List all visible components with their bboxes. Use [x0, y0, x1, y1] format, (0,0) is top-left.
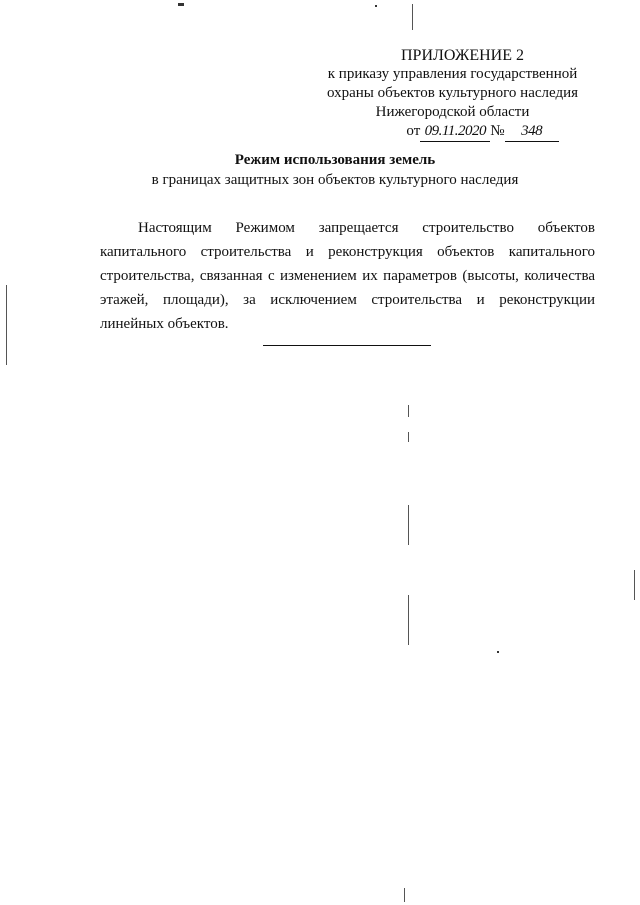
header-line-1: к приказу управления государственной: [327, 66, 578, 82]
title-main: Режим использования земель: [234, 152, 436, 168]
scan-artifact-bottom-line: [404, 888, 405, 902]
body-paragraph: Настоящим Режимом запрещается строительство объектов капитального строительства и реконструкция объектов капитального строительства, связанная с изменением их параметров (высоты, количества этажей, площади), за исключением строительства и реконструкции линейных объектов.: [100, 220, 595, 332]
header-line-3: Нижегородской области: [375, 104, 530, 120]
date-number-row: [360, 122, 605, 142]
handwritten-date: 09.11.2020: [420, 122, 490, 142]
closing-rule: [263, 345, 431, 346]
document-title: [90, 150, 580, 190]
scan-artifact-top-line: [412, 4, 413, 30]
title-subtitle: в границах защитных зон объектов культурного наследия: [151, 172, 519, 188]
scan-artifact-center-line-1: [408, 405, 409, 417]
scan-speck-2: [375, 5, 377, 7]
appendix-title: ПРИЛОЖЕНИЕ 2: [400, 47, 524, 64]
date-prefix: от: [406, 123, 421, 139]
scan-artifact-center-line-4: [408, 595, 409, 645]
scan-artifact-left-line: [6, 285, 7, 365]
appendix-header: [300, 46, 605, 142]
scan-speck-3: [497, 651, 499, 653]
header-line-2: охраны объектов культурного наследия: [326, 85, 579, 101]
scan-artifact-center-line-2: [408, 432, 409, 442]
number-prefix: №: [490, 123, 505, 139]
handwritten-number: 348: [505, 122, 559, 142]
scan-speck-1: [178, 3, 184, 6]
scan-artifact-center-line-3: [408, 505, 409, 545]
scan-artifact-right-line: [634, 570, 635, 600]
